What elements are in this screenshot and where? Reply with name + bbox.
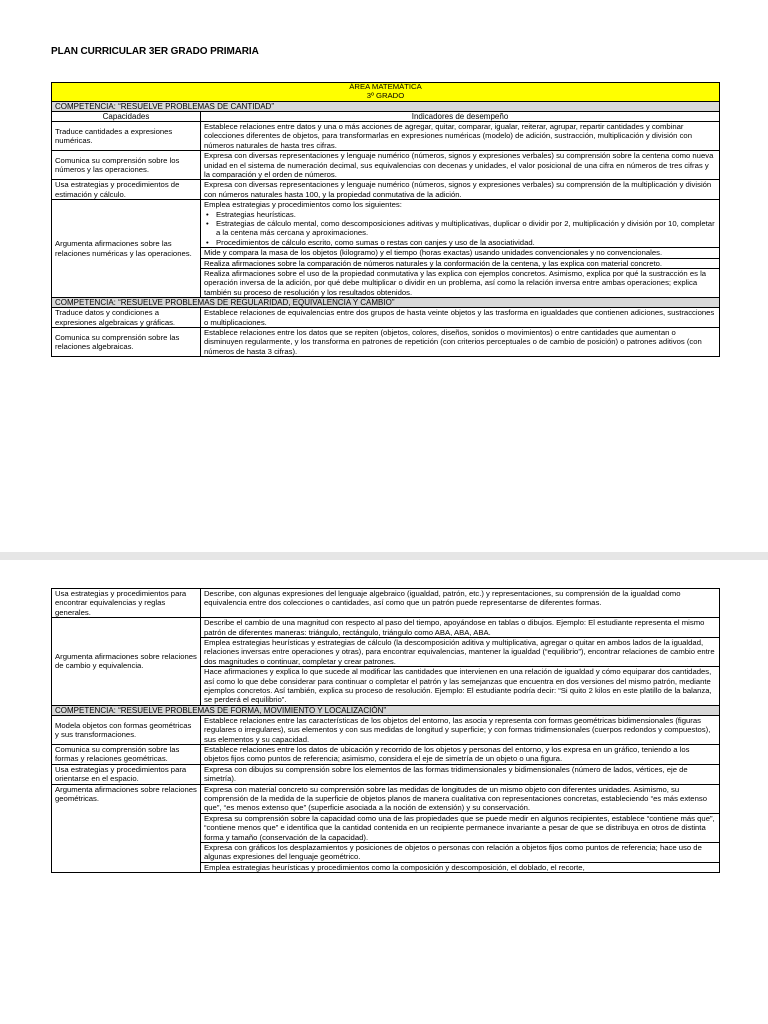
indicador-cell: Establece relaciones entre las características de los objetos del entorno, las asocia y representa con formas geométricas bidimensionales (figuras regulares o irregulares), sus elementos y con sus medidas de longitud y superficie; y con formas tridimensionales (cuerpos redondos y compuestos), sus elementos y su capacidad. [201, 715, 720, 744]
indicador-cell: Establece relaciones entre los datos que se repiten (objetos, colores, diseños, sonidos o movimientos) o entre cantidades que aumentan o disminuyen regularmente, y los transforma en patrones de repetición (con criterios perceptuales o de cambio de posición) o patrones aditivos (con números de hasta 3 cifras). [201, 328, 720, 357]
table-row [52, 328, 720, 357]
area-header [52, 83, 720, 102]
indicador-cell: Establece relaciones entre datos y una o más acciones de agregar, quitar, comparar, igualar, reiterar, agrupar, repartir cantidades y combinar colecciones diferentes de objetos, para transformarlas en expresiones numéricas (modelo) de adición, sustracción, multiplicación y división con números naturales de hasta tres cifras. [201, 122, 720, 151]
indicador-cell: Expresa con dibujos su comprensión sobre los elementos de las formas tridimensionales y bidimensionales (número de lados, vértices, eje de simetría). [201, 764, 720, 784]
capacidad-cell: Argumenta afirmaciones sobre relaciones de cambio y equivalencia. [52, 618, 201, 706]
capacidad-cell: Comunica su comprensión sobre los números y las operaciones. [52, 151, 201, 180]
indicador-cell: Describe, con algunas expresiones del lenguaje algebraico (igualdad, patrón, etc.) y representaciones, su comprensión de la igualdad como equivalencia entre dos colecciones o cantidades, así como que un patrón puede representarse de diferentes formas. [201, 589, 720, 618]
table-row [52, 122, 720, 151]
document-title: PLAN CURRICULAR 3ER GRADO PRIMARIA [51, 46, 259, 57]
list-item: • Procedimientos de cálculo escrito, como sumas o restas con canjes y uso de la asociatividad. [216, 238, 716, 247]
competencia-row [52, 101, 720, 111]
capacidad-cell: Argumenta afirmaciones sobre las relaciones numéricas y las operaciones. [52, 200, 201, 298]
competencia-row [52, 705, 720, 715]
table-row [52, 180, 720, 200]
column-header-row [52, 111, 720, 121]
strategy-list [204, 210, 716, 248]
table-row [52, 151, 720, 180]
indicador-cell: Expresa con gráficos los desplazamientos y posiciones de objetos o personas con relación a objetos fijos como puntos de referencia; hace uso de algunas expresiones del lenguaje geométrico. [201, 842, 720, 862]
indicador-cell: Emplea estrategias heurísticas y estrategias de cálculo (la descomposición aditiva y multiplicativa, agregar o quitar en ambos lados de la igualdad, relaciones inversas entre operaciones y otras), para encontrar equivalencias, mantener la igualdad (“equilibrio”), encontrar relaciones de cambio entre dos magnitudes o continuar, completar y crear patrones. [201, 637, 720, 666]
table-row [52, 200, 720, 248]
header-capacidades: Capacidades [52, 111, 201, 121]
capacidad-cell: Comunica su comprensión sobre las relaciones algebraicas. [52, 328, 201, 357]
capacidad-cell: Argumenta afirmaciones sobre relaciones geométricas. [52, 784, 201, 873]
table-row [52, 589, 720, 618]
capacidad-cell: Comunica su comprensión sobre las formas y relaciones geométricas. [52, 745, 201, 765]
indicador-cell: Expresa con material concreto su comprensión sobre las medidas de longitudes de un mismo objeto con diferentes unidades. Asimismo, su comprensión de la medida de la superficie de objetos planos de manera cualitativa con representaciones concretas, estableciendo “es más extenso que”, “es menos extenso que” (superficie asociada a la noción de extensión) y su conservación. [201, 784, 720, 813]
table-row [52, 715, 720, 744]
capacidad-cell: Usa estrategias y procedimientos para orientarse en el espacio. [52, 764, 201, 784]
indicador-cell: Expresa con diversas representaciones y lenguaje numérico (números, signos y expresiones verbales) su comprensión de la multiplicación y división con números naturales hasta 100, y la propiedad conmutativa de la adición. [201, 180, 720, 200]
indicador-cell: Establece relaciones de equivalencias entre dos grupos de hasta veinte objetos y las trasforma en igualdades que contienen adiciones, sustracciones o multiplicaciones. [201, 308, 720, 328]
indicador-cell: Expresa con diversas representaciones y lenguaje numérico (números, signos y expresiones verbales) su comprensión sobre la centena como nueva unidad en el sistema de numeración decimal, sus equivalencias con decenas y unidades, el valor posicional de una cifra en números de tres cifras y la comparación y el orden de números. [201, 151, 720, 180]
indicador-cell: Expresa su comprensión sobre la capacidad como una de las propiedades que se puede medir en algunos recipientes, establece “contiene más que”, “contiene menos que” e identifica que la cantidad contenida en un recipiente permanece invariante a pesar de que se distribuya en otros de distinta forma y tamaño (conservación de la capacidad). [201, 813, 720, 842]
list-item: • Estrategias heurísticas. [216, 210, 716, 219]
indicador-cell: Realiza afirmaciones sobre la comparación de números naturales y la conformación de la centena, y las explica con material concreto. [201, 258, 720, 268]
table-row [52, 745, 720, 765]
competencia-cantidad: COMPETENCIA: “RESUELVE PROBLEMAS DE CANTIDAD” [52, 101, 720, 111]
competencia-row [52, 298, 720, 308]
capacidad-cell: Usa estrategias y procedimientos de estimación y cálculo. [52, 180, 201, 200]
competencia-regularidad: COMPETENCIA: “RESUELVE PROBLEMAS DE REGULARIDAD, EQUIVALENCIA Y CAMBIO” [52, 298, 720, 308]
table-row [52, 784, 720, 813]
header-indicadores: Indicadores de desempeño [201, 111, 720, 121]
area-header-row [52, 83, 720, 102]
indicador-intro: Emplea estrategias y procedimientos como los siguientes: [204, 200, 402, 210]
capacidad-cell: Traduce cantidades a expresiones numéricas. [52, 122, 201, 151]
indicador-cell: Realiza afirmaciones sobre el uso de la propiedad conmutativa y las explica con ejemplos concretos. Asimismo, explica por qué la sustracción es la operación inversa de la adición, por qué debe multiplicar o dividir en un problema, así como la relación inversa entre ambas operaciones; explica también su proceso de resolución y los resultados obtenidos. [201, 268, 720, 297]
indicador-cell [201, 200, 720, 248]
indicador-cell: Establece relaciones entre los datos de ubicación y recorrido de los objetos y personas del entorno, y los expresa en un gráfico, teniendo a los objetos fijos como puntos de referencia; asimismo, considera el eje de simetría de un objeto o una figura. [201, 745, 720, 765]
capacidad-cell: Traduce datos y condiciones a expresiones algebraicas y gráficas. [52, 308, 201, 328]
capacidad-cell: Modela objetos con formas geométricas y sus transformaciones. [52, 715, 201, 744]
competencia-forma: COMPETENCIA: “RESUELVE PROBLEMAS DE FORMA, MOVIMIENTO Y LOCALIZACIÓN” [52, 705, 720, 715]
indicador-cell: Mide y compara la masa de los objetos (kilogramo) y el tiempo (horas exactas) usando unidades convencionales y no convencionales. [201, 248, 720, 258]
grade-label: 3º GRADO [366, 90, 405, 100]
indicador-cell: Emplea estrategias heurísticas y procedimientos como la composición y descomposición, el doblado, el recorte, [201, 862, 720, 872]
indicador-cell: Describe el cambio de una magnitud con respecto al paso del tiempo, apoyándose en tablas o dibujos. Ejemplo: El estudiante representa el mismo patrón de diferentes maneras: triángulo, rectángulo, triángulo como ABA, ABA, ABA. [201, 618, 720, 638]
table-row [52, 308, 720, 328]
table-row [52, 618, 720, 638]
curriculum-table-part-2 [51, 588, 720, 873]
capacidad-cell: Usa estrategias y procedimientos para encontrar equivalencias y reglas generales. [52, 589, 201, 618]
curriculum-table-part-1 [51, 82, 720, 357]
list-item: • Estrategias de cálculo mental, como descomposiciones aditivas y multiplicativas, duplicar o dividir por 2, multiplicación y división por 10, completar a la centena más cercana y aproximaciones. [216, 219, 716, 238]
table-row [52, 764, 720, 784]
area-title: ÁREA MATEMÁTICA [349, 82, 422, 91]
indicador-cell: Hace afirmaciones y explica lo que sucede al modificar las cantidades que intervienen en una relación de igualdad y cómo equiparar dos cantidades, así como lo que debe considerar para continuar o completar el patrón y las semejanzas que encuentra en dos versiones del mismo patrón, mediante ejemplos concretos. Así también, explica su proceso de resolución. Ejemplo: El estudiante podría decir: “Si quito 2 kilos en este platillo de la balanza, se perderá el equilibrio”. [201, 667, 720, 706]
page-2 [0, 560, 768, 1024]
